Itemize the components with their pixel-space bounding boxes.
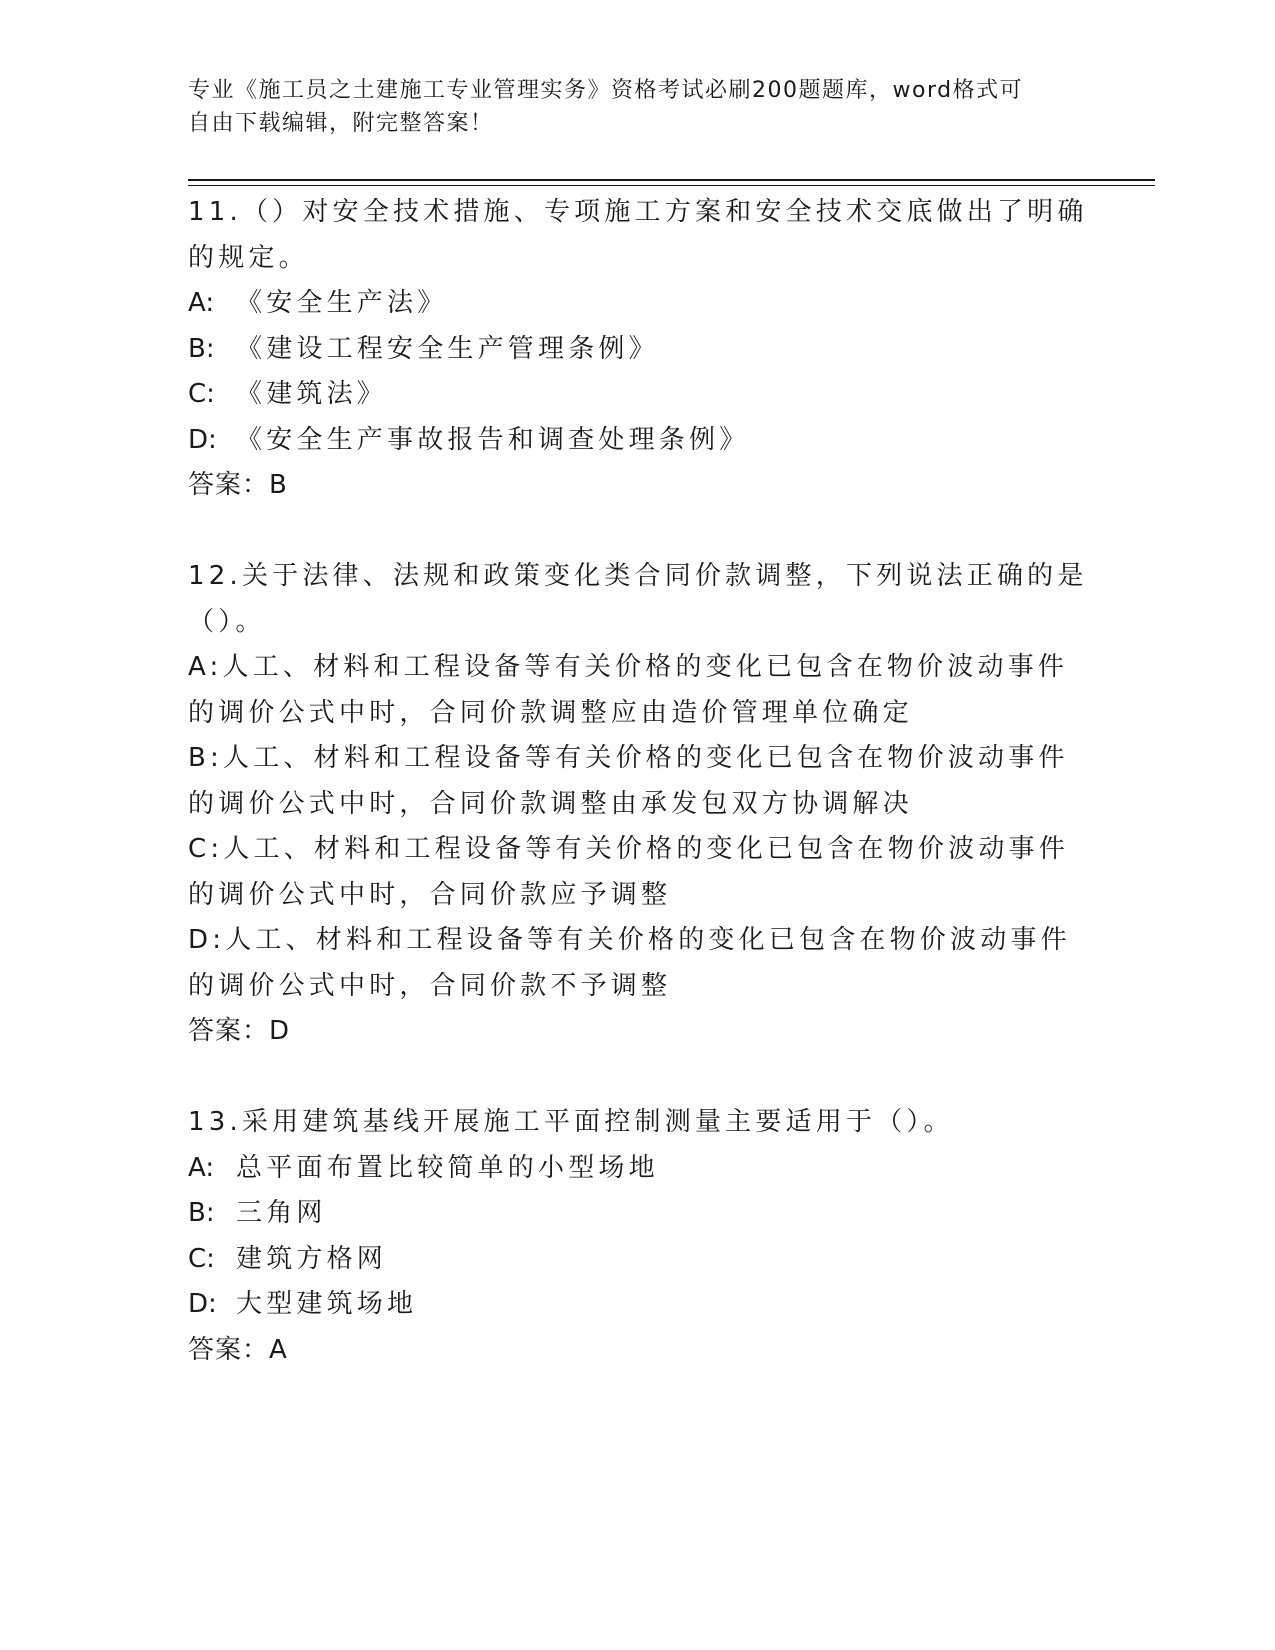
header-divider-thin (188, 185, 1155, 186)
option-d (188, 418, 1088, 464)
option-a (188, 281, 1088, 327)
header-line-2: 自由下载编辑，附完整答案！ (188, 111, 494, 136)
option-text: 总平面布置比较简单的小型场地 (236, 1152, 659, 1183)
option-text: 人工、材料和工程设备等有关价格的变化已包含在物价波动事件的调价公式中时，合同价款调整由承发包双方协调解决 (188, 743, 1069, 819)
option-text: 《安全生产事故报告和调查处理条例》 (236, 424, 750, 455)
option-key: B: (188, 743, 223, 773)
option-a (188, 1146, 1088, 1192)
option-text: 人工、材料和工程设备等有关价格的变化已包含在物价波动事件的调价公式中时，合同价款不予调整 (188, 925, 1071, 1001)
question-11 (188, 190, 1088, 509)
option-text: 《建设工程安全生产管理条例》 (236, 333, 659, 364)
option-text: 人工、材料和工程设备等有关价格的变化已包含在物价波动事件的调价公式中时，合同价款调整应由造价管理单位确定 (188, 652, 1069, 728)
option-d (188, 918, 1088, 1009)
option-text: 人工、材料和工程设备等有关价格的变化已包含在物价波动事件的调价公式中时，合同价款应予调整 (188, 834, 1069, 910)
option-c (188, 1237, 1088, 1283)
option-key: B: (188, 1198, 215, 1228)
question-list (188, 190, 1088, 1373)
option-key: A: (188, 288, 215, 318)
option-b (188, 1191, 1088, 1237)
option-key: B: (188, 333, 215, 364)
option-text: 建筑方格网 (236, 1243, 388, 1274)
option-text: 大型建筑场地 (236, 1289, 418, 1319)
question-13 (188, 1100, 1088, 1373)
answer-line: 答案：D (188, 1016, 291, 1046)
option-key: A: (188, 1152, 215, 1183)
option-c (188, 827, 1088, 918)
option-key: D: (188, 424, 217, 455)
option-text: 《建筑法》 (236, 379, 388, 409)
header-divider-thick (188, 179, 1155, 181)
document-header (188, 74, 1068, 140)
question-spacer (188, 1055, 1088, 1101)
option-d (188, 1282, 1088, 1328)
option-b (188, 327, 1088, 373)
option-key: D: (188, 1289, 217, 1319)
option-text: 三角网 (236, 1198, 327, 1228)
question-spacer (188, 509, 1088, 555)
option-key: D: (188, 925, 226, 955)
header-line-1: 专业《施工员之土建施工专业管理实务》资格考试必刷200题题库，word格式可 (188, 78, 1024, 103)
option-text: 《安全生产法》 (236, 288, 448, 318)
question-12 (188, 554, 1088, 1055)
option-key: C: (188, 379, 215, 409)
option-b (188, 736, 1088, 827)
answer-line: 答案：A (188, 1334, 288, 1365)
option-a (188, 645, 1088, 736)
question-text: 13.采用建筑基线开展施工平面控制测量主要适用于（）。 (188, 1107, 954, 1137)
option-key: C: (188, 834, 224, 864)
question-text: 11.（）对安全技术措施、专项施工方案和安全技术交底做出了明确的规定。 (188, 197, 1088, 273)
option-key: C: (188, 1243, 215, 1274)
answer-line: 答案：B (188, 470, 288, 500)
question-text: 12.关于法律、法规和政策变化类合同价款调整，下列说法正确的是（）。 (188, 561, 1088, 637)
option-key: A: (188, 652, 223, 682)
option-c (188, 372, 1088, 418)
